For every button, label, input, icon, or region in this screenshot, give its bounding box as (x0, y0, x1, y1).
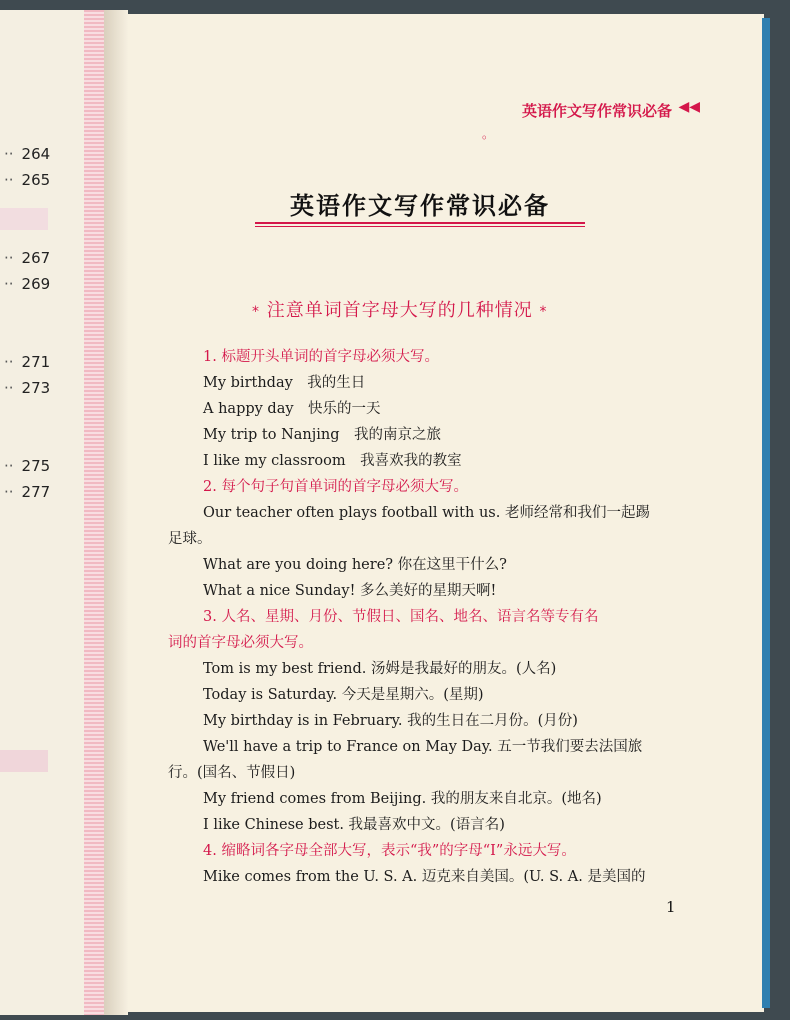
example-line: Mike comes from the U. S. A. 迈克来自美国。(U. S. A. 是美国的 (203, 869, 646, 885)
title-underline (255, 222, 585, 224)
example-line: 行。(国名、节假日) (168, 765, 296, 781)
rule-line: 4. 缩略词各字母全部大写，表示“我”的字母“I”永远大写。 (203, 843, 576, 859)
running-head-arrows-icon: ◀◀ (678, 99, 700, 115)
star-icon: * (252, 304, 260, 320)
example-line: I like Chinese best. 我最喜欢中文。(语言名) (203, 817, 505, 833)
running-head: 英语作文写作常识必备 (521, 102, 672, 120)
rule-line: 3. 人名、星期、月份、节假日、国名、地名、语言名等专有名 (203, 609, 599, 625)
example-line: A happy day 快乐的一天 (203, 401, 381, 417)
chapter-title: 英语作文写作常识必备 (290, 191, 550, 220)
example-line: My trip to Nanjing 我的南京之旅 (203, 427, 442, 443)
example-line: Our teacher often plays football with us. 老师经常和我们一起踢 (203, 505, 650, 521)
example-line: We'll have a trip to France on May Day. 五一节我们要去法国旅 (203, 739, 643, 755)
chapter-title-block (255, 186, 585, 221)
section-heading (252, 296, 547, 322)
example-line: Tom is my best friend. 汤姆是我最好的朋友。(人名) (203, 661, 557, 677)
toc-page-number: ·· 273 (4, 379, 51, 397)
section-heading-text: 注意单词首字母大写的几种情况 (266, 300, 533, 321)
decorative-dot: 。 (482, 127, 495, 141)
rule-line: 1. 标题开头单词的首字母必须大写。 (203, 349, 439, 365)
example-line: I like my classroom 我喜欢我的教室 (203, 453, 462, 469)
toc-page-number: ·· 269 (4, 275, 51, 293)
page-number: 1 (666, 898, 676, 916)
rule-line: 词的首字母必须大写。 (168, 635, 313, 651)
example-line: My birthday is in February. 我的生日在二月份。(月份) (203, 713, 578, 729)
left-page-highlight (0, 208, 48, 230)
example-line: What are you doing here? 你在这里干什么? (203, 557, 507, 573)
example-line: What a nice Sunday! 多么美好的星期天啊! (203, 583, 497, 599)
toc-page-number: ·· 271 (4, 353, 51, 371)
example-line: My friend comes from Beijing. 我的朋友来自北京。(地名) (203, 791, 602, 807)
book-cover-edge (762, 18, 770, 1008)
star-icon: * (539, 304, 548, 320)
toc-page-number: ·· 275 (4, 457, 51, 475)
example-line: Today is Saturday. 今天是星期六。(星期) (203, 687, 484, 703)
example-line: 足球。 (168, 531, 212, 547)
toc-page-number: ·· 277 (4, 483, 51, 501)
example-line: My birthday 我的生日 (203, 375, 366, 391)
rule-line: 2. 每个句子句首单词的首字母必须大写。 (203, 479, 468, 495)
toc-page-number: ·· 267 (4, 249, 51, 267)
left-page-highlight (0, 750, 48, 772)
page-body (168, 344, 678, 890)
left-page (0, 10, 84, 1015)
gutter-shadow (104, 10, 128, 1015)
toc-page-number: ·· 265 (4, 171, 51, 189)
toc-page-number: ·· 264 (4, 145, 51, 163)
title-underline (255, 226, 585, 227)
page-edges (84, 10, 106, 1015)
